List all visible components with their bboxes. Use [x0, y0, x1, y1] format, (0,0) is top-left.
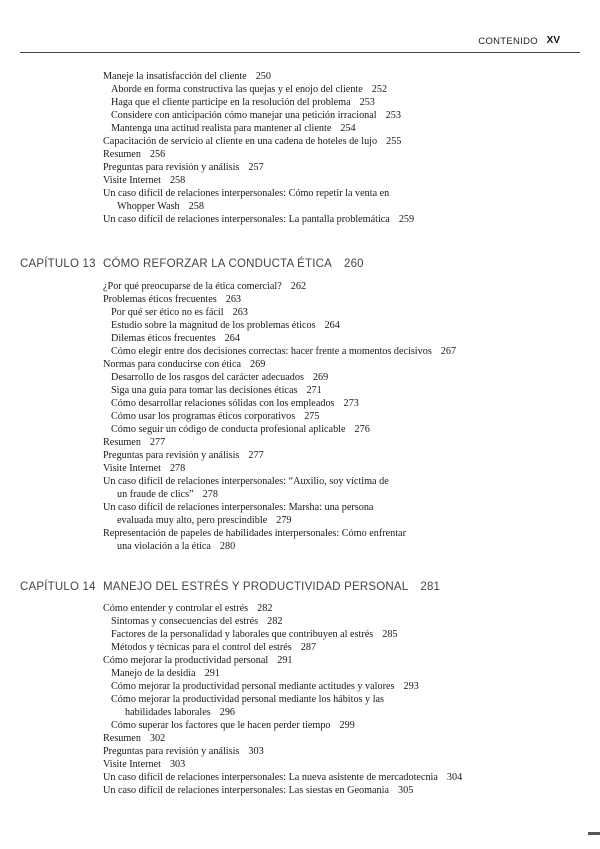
toc-entry: Preguntas para revisión y análisis 257 — [103, 162, 264, 173]
toc-entry: Manejo de la desidia 291 — [111, 668, 220, 679]
toc-entry: Resumen 277 — [103, 437, 166, 448]
toc-entry: Capacitación de servicio al cliente en una cadena de hoteles de lujo 255 — [103, 136, 402, 147]
chapter-14-heading — [20, 581, 580, 597]
toc-entry: Aborde en forma constructiva las quejas y el enojo del cliente 252 — [111, 84, 388, 95]
toc-entry: Un caso difícil de relaciones interpersonales: Cómo repetir la venta en — [103, 188, 390, 199]
toc-entry: Un caso difícil de relaciones interpersonales: La pantalla problemática 259 — [103, 214, 415, 225]
toc-entry: Considere con anticipación cómo manejar una petición irracional 253 — [111, 110, 401, 121]
chapter-13-heading — [20, 258, 580, 274]
toc-entry: Estudio sobre la magnitud de los problemas éticos 264 — [111, 320, 340, 331]
toc-entry: Métodos y técnicas para el control del estrés 287 — [111, 642, 317, 653]
toc-entry: Desarrollo de los rasgos del carácter adecuados 269 — [111, 372, 329, 383]
toc-entry: Maneje la insatisfacción del cliente 250 — [103, 71, 271, 82]
toc-entry: Resumen 256 — [103, 149, 166, 160]
toc-entry: Visite Internet 303 — [103, 759, 186, 770]
toc-entry-continuation: evaluada muy alto, pero prescindible 279 — [117, 515, 292, 526]
chapter-title: CÓMO REFORZAR LA CONDUCTA ÉTICA 260 — [103, 258, 364, 270]
page-edge-mark — [588, 832, 600, 835]
toc-entry: Visite Internet 278 — [103, 463, 186, 474]
toc-entry: Problemas éticos frecuentes 263 — [103, 294, 242, 305]
toc-entry: Preguntas para revisión y análisis 277 — [103, 450, 264, 461]
chapter-number: CAPÍTULO 14 — [20, 581, 96, 593]
toc-entry: Cómo mejorar la productividad personal mediante actitudes y valores 293 — [111, 681, 419, 692]
toc-entry: Cómo mejorar la productividad personal mediante los hábitos y las — [111, 694, 385, 705]
chapter-number: CAPÍTULO 13 — [20, 258, 96, 270]
toc-entry: Por qué ser ético no es fácil 263 — [111, 307, 248, 318]
toc-entry: Un caso difícil de relaciones interpersonales: “Auxilio, soy víctima de — [103, 476, 389, 487]
toc-entry: Visite Internet 258 — [103, 175, 186, 186]
toc-entry: Preguntas para revisión y análisis 303 — [103, 746, 264, 757]
toc-entry: Mantenga una actitud realista para mantener al cliente 254 — [111, 123, 356, 134]
page-number: XV — [546, 35, 560, 46]
toc-entry-continuation: habilidades laborales 296 — [125, 707, 235, 718]
toc-entry: Un caso difícil de relaciones interpersonales: La nueva asistente de mercadotecnia 304 — [103, 772, 463, 783]
toc-entry: Factores de la personalidad y laborales que contribuyen al estrés 285 — [111, 629, 398, 640]
toc-entry: Un caso difícil de relaciones interpersonales: Las siestas en Geomania 305 — [103, 785, 414, 796]
toc-entry: Un caso difícil de relaciones interpersonales: Marsha: una persona — [103, 502, 374, 513]
toc-entry-continuation: un fraude de clics” 278 — [117, 489, 218, 500]
toc-entry-continuation: una violación a la ética 280 — [117, 541, 236, 552]
header-rule — [20, 52, 580, 53]
toc-entry: Siga una guía para tomar las decisiones éticas 271 — [111, 385, 322, 396]
toc-entry: Representación de papeles de habilidades interpersonales: Cómo enfrentar — [103, 528, 406, 539]
toc-entry: Cómo mejorar la productividad personal 291 — [103, 655, 293, 666]
toc-block-chapter-14 — [103, 602, 573, 797]
toc-block-chapter-13 — [103, 280, 573, 553]
toc-entry: Haga que el cliente participe en la resolución del problema 253 — [111, 97, 375, 108]
header-label: CONTENIDO — [478, 36, 538, 47]
toc-entry: ¿Por qué preocuparse de la ética comercial? 262 — [103, 281, 307, 292]
toc-entry: Dilemas éticos frecuentes 264 — [111, 333, 240, 344]
toc-entry: Cómo desarrollar relaciones sólidas con los empleados 273 — [111, 398, 359, 409]
toc-entry: Cómo entender y controlar el estrés 282 — [103, 603, 273, 614]
running-header — [20, 36, 580, 50]
toc-entry: Síntomas y consecuencias del estrés 282 — [111, 616, 283, 627]
chapter-title: MANEJO DEL ESTRÉS Y PRODUCTIVIDAD PERSONAL 281 — [103, 581, 441, 593]
toc-entry: Cómo seguir un código de conducta profesional aplicable 276 — [111, 424, 370, 435]
toc-entry: Resumen 302 — [103, 733, 166, 744]
toc-entry: Cómo elegir entre dos decisiones correctas: hacer frente a momentos decisivos 267 — [111, 346, 457, 357]
toc-entry: Normas para conducirse con ética 269 — [103, 359, 266, 370]
toc-entry: Cómo superar los factores que le hacen perder tiempo 299 — [111, 720, 355, 731]
toc-entry: Cómo usar los programas éticos corporativos 275 — [111, 411, 320, 422]
toc-entry-continuation: Whopper Wash 258 — [117, 201, 204, 212]
toc-block-previous — [103, 70, 573, 226]
